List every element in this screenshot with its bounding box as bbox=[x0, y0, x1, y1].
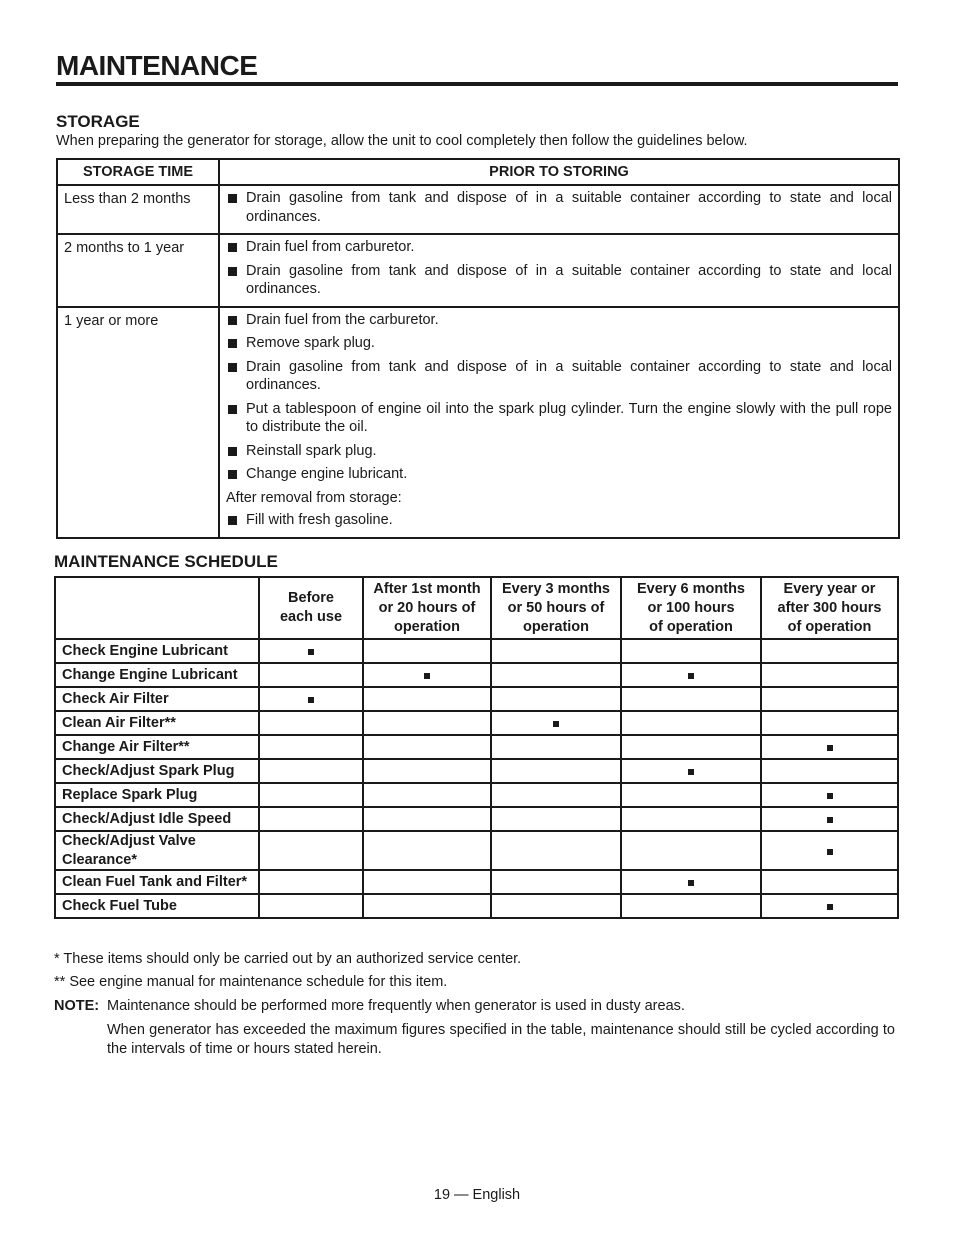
schedule-cell bbox=[259, 831, 363, 870]
schedule-mark-icon bbox=[308, 697, 314, 703]
schedule-mark-icon bbox=[827, 745, 833, 751]
footnote-engine-manual: ** See engine manual for maintenance schedule for this item. bbox=[54, 974, 448, 990]
schedule-cell bbox=[491, 831, 621, 870]
schedule-row bbox=[55, 783, 898, 807]
schedule-cell bbox=[259, 663, 363, 687]
schedule-cell bbox=[363, 894, 491, 918]
schedule-mark-icon bbox=[553, 721, 559, 727]
storage-table-body bbox=[57, 185, 899, 538]
schedule-mark-icon bbox=[688, 880, 694, 886]
title-divider bbox=[56, 82, 898, 86]
schedule-cell bbox=[491, 735, 621, 759]
schedule-cell bbox=[363, 759, 491, 783]
storage-guideline-cell bbox=[219, 307, 899, 538]
schedule-cell bbox=[621, 759, 761, 783]
schedule-cell bbox=[761, 639, 898, 663]
schedule-mark-icon bbox=[827, 904, 833, 910]
task-name: Check/Adjust Idle Speed bbox=[55, 807, 259, 831]
schedule-cell bbox=[491, 687, 621, 711]
task-name: Check Air Filter bbox=[55, 687, 259, 711]
note-text: Maintenance should be performed more frequently when generator is used in dusty areas. bbox=[107, 998, 685, 1014]
note-text-continued: When generator has exceeded the maximum figures specified in the table, maintenance should still be cycled according to the intervals of time or hours stated herein. bbox=[107, 1022, 895, 1057]
schedule-row bbox=[55, 807, 898, 831]
schedule-row bbox=[55, 639, 898, 663]
storage-intro: When preparing the generator for storage, allow the unit to cool completely then follow the guidelines below. bbox=[56, 133, 748, 149]
schedule-cell bbox=[621, 639, 761, 663]
schedule-cell bbox=[259, 783, 363, 807]
task-name: Check/Adjust Valve Clearance* bbox=[55, 831, 259, 870]
schedule-cell bbox=[761, 687, 898, 711]
storage-time-header: STORAGE TIME bbox=[57, 159, 219, 185]
schedule-cell bbox=[363, 663, 491, 687]
task-column-header bbox=[55, 577, 259, 639]
schedule-cell bbox=[491, 894, 621, 918]
guideline-bullet: Change engine lubricant. bbox=[226, 465, 892, 484]
guideline-text: After removal from storage: bbox=[226, 489, 402, 506]
maintenance-schedule-table bbox=[54, 576, 899, 919]
schedule-mark-icon bbox=[688, 673, 694, 679]
schedule-cell bbox=[761, 711, 898, 735]
page-title: MAINTENANCE bbox=[56, 50, 258, 81]
schedule-cell bbox=[363, 639, 491, 663]
schedule-header-row bbox=[55, 577, 898, 639]
schedule-cell bbox=[491, 807, 621, 831]
storage-table bbox=[56, 158, 900, 539]
schedule-cell bbox=[621, 807, 761, 831]
schedule-cell bbox=[363, 783, 491, 807]
interval-column-header: Every year or after 300 hours of operation bbox=[761, 577, 898, 639]
schedule-row bbox=[55, 894, 898, 918]
schedule-cell bbox=[363, 711, 491, 735]
schedule-cell bbox=[621, 735, 761, 759]
note-label: NOTE: bbox=[54, 998, 100, 1014]
task-name: Check/Adjust Spark Plug bbox=[55, 759, 259, 783]
storage-guideline-cell bbox=[219, 234, 899, 307]
interval-column-header: Before each use bbox=[259, 577, 363, 639]
guideline-bullet: Drain gasoline from tank and dispose of in a suitable container according to state and local ordinances. bbox=[226, 262, 892, 299]
storage-row bbox=[57, 185, 899, 234]
guideline-bullet: Drain gasoline from tank and dispose of in a suitable container according to state and local ordinances. bbox=[226, 189, 892, 226]
schedule-cell bbox=[259, 807, 363, 831]
schedule-table-body bbox=[55, 639, 898, 918]
schedule-heading: MAINTENANCE SCHEDULE bbox=[54, 552, 278, 571]
schedule-cell bbox=[621, 687, 761, 711]
schedule-row bbox=[55, 735, 898, 759]
schedule-cell bbox=[761, 735, 898, 759]
schedule-cell bbox=[761, 663, 898, 687]
schedule-cell bbox=[363, 735, 491, 759]
schedule-row bbox=[55, 663, 898, 687]
guideline-bullet: Fill with fresh gasoline. bbox=[226, 511, 892, 530]
schedule-mark-icon bbox=[308, 649, 314, 655]
schedule-cell bbox=[363, 831, 491, 870]
schedule-row bbox=[55, 711, 898, 735]
task-name: Check Engine Lubricant bbox=[55, 639, 259, 663]
storage-row bbox=[57, 234, 899, 307]
schedule-cell bbox=[621, 894, 761, 918]
storage-time-cell: Less than 2 months bbox=[57, 185, 219, 234]
storage-time-cell: 1 year or more bbox=[57, 307, 219, 538]
schedule-row bbox=[55, 759, 898, 783]
schedule-cell bbox=[621, 783, 761, 807]
guideline-bullet: Drain fuel from the carburetor. bbox=[226, 311, 892, 330]
schedule-cell bbox=[621, 870, 761, 894]
guideline-bullet: Reinstall spark plug. bbox=[226, 442, 892, 461]
schedule-cell bbox=[491, 759, 621, 783]
schedule-mark-icon bbox=[827, 849, 833, 855]
schedule-cell bbox=[761, 870, 898, 894]
schedule-mark-icon bbox=[424, 673, 430, 679]
schedule-cell bbox=[363, 807, 491, 831]
footnote-authorized: * These items should only be carried out by an authorized service center. bbox=[54, 951, 522, 967]
task-name: Clean Fuel Tank and Filter* bbox=[55, 870, 259, 894]
schedule-cell bbox=[761, 807, 898, 831]
interval-column-header: Every 3 months or 50 hours of operation bbox=[491, 577, 621, 639]
storage-guideline-cell bbox=[219, 185, 899, 234]
task-name: Replace Spark Plug bbox=[55, 783, 259, 807]
task-name: Check Fuel Tube bbox=[55, 894, 259, 918]
guideline-bullet: Drain gasoline from tank and dispose of in a suitable container according to state and local ordinances. bbox=[226, 358, 892, 395]
schedule-cell bbox=[491, 783, 621, 807]
storage-row bbox=[57, 307, 899, 538]
schedule-cell bbox=[259, 870, 363, 894]
schedule-cell bbox=[491, 870, 621, 894]
guideline-bullet: Drain fuel from carburetor. bbox=[226, 238, 892, 257]
guideline-bullet: Put a tablespoon of engine oil into the spark plug cylinder. Turn the engine slowly with the pull rope to distribute the oil. bbox=[226, 400, 892, 437]
interval-column-header: Every 6 months or 100 hours of operation bbox=[621, 577, 761, 639]
task-name: Change Engine Lubricant bbox=[55, 663, 259, 687]
schedule-cell bbox=[621, 663, 761, 687]
schedule-cell bbox=[363, 687, 491, 711]
schedule-cell bbox=[491, 711, 621, 735]
task-name: Clean Air Filter** bbox=[55, 711, 259, 735]
schedule-cell bbox=[491, 639, 621, 663]
schedule-cell bbox=[259, 639, 363, 663]
guideline-bullet: Remove spark plug. bbox=[226, 334, 892, 353]
interval-column-header: After 1st month or 20 hours of operation bbox=[363, 577, 491, 639]
schedule-cell bbox=[761, 831, 898, 870]
schedule-cell bbox=[761, 759, 898, 783]
schedule-row bbox=[55, 870, 898, 894]
schedule-cell bbox=[621, 831, 761, 870]
schedule-row bbox=[55, 687, 898, 711]
page-footer: 19 — English bbox=[433, 1187, 521, 1203]
schedule-mark-icon bbox=[827, 793, 833, 799]
task-name: Change Air Filter** bbox=[55, 735, 259, 759]
schedule-cell bbox=[259, 735, 363, 759]
schedule-cell bbox=[761, 894, 898, 918]
storage-time-cell: 2 months to 1 year bbox=[57, 234, 219, 307]
schedule-cell bbox=[259, 759, 363, 783]
schedule-cell bbox=[363, 870, 491, 894]
schedule-cell bbox=[621, 711, 761, 735]
schedule-cell bbox=[259, 687, 363, 711]
schedule-cell bbox=[259, 711, 363, 735]
prior-to-storing-header: PRIOR TO STORING bbox=[219, 159, 899, 185]
schedule-cell bbox=[761, 783, 898, 807]
schedule-mark-icon bbox=[688, 769, 694, 775]
schedule-row bbox=[55, 831, 898, 870]
schedule-mark-icon bbox=[827, 817, 833, 823]
schedule-cell bbox=[491, 663, 621, 687]
storage-heading: STORAGE bbox=[56, 112, 140, 131]
schedule-cell bbox=[259, 894, 363, 918]
